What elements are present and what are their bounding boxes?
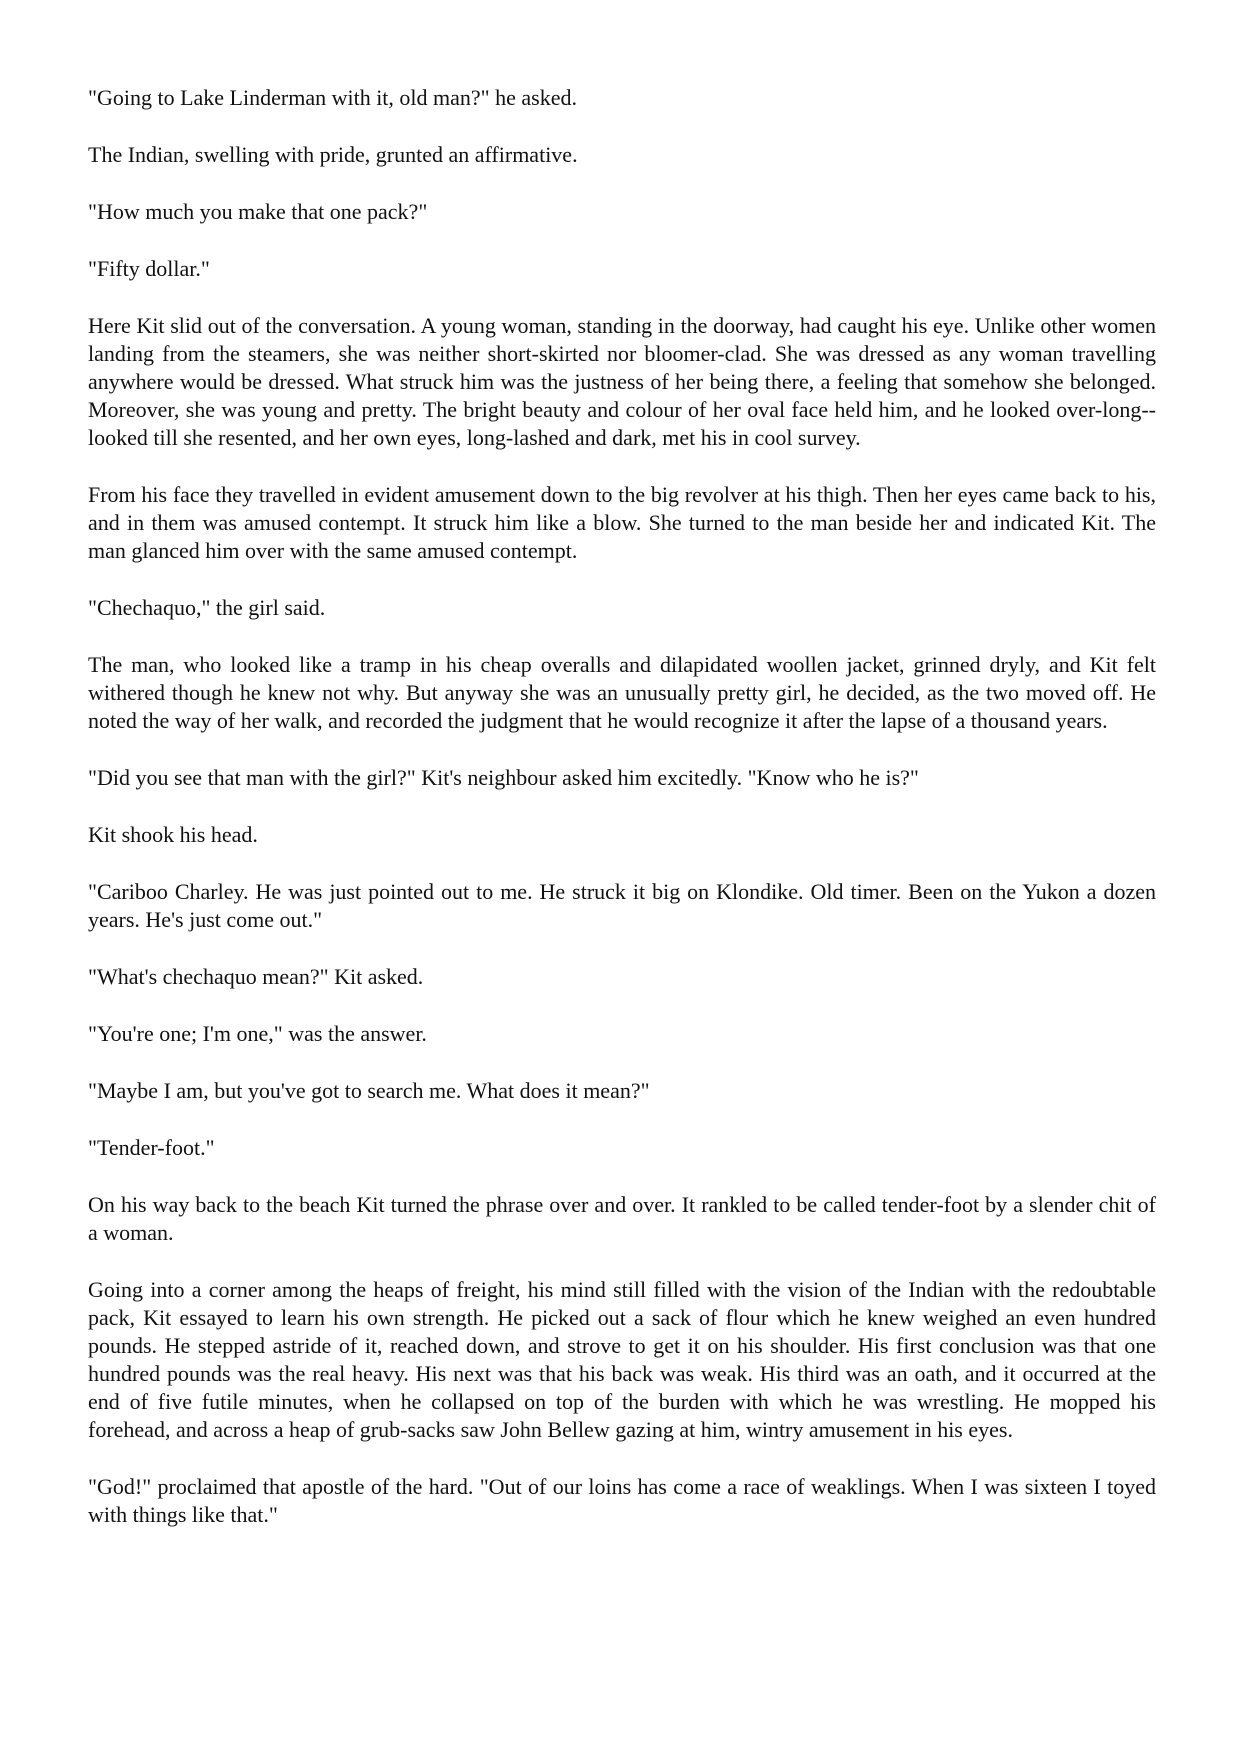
paragraph: "Maybe I am, but you've got to search me. What does it mean?" <box>88 1078 650 1103</box>
paragraph: On his way back to the beach Kit turned the phrase over and over. It rankled to be called tender-foot by a slender chit of a woman. <box>88 1192 1156 1245</box>
paragraph: "Did you see that man with the girl?" Kit's neighbour asked him excitedly. "Know who he is?" <box>88 765 919 790</box>
paragraph: "Fifty dollar." <box>88 256 210 281</box>
document-page <box>88 84 1156 1558</box>
paragraph: Kit shook his head. <box>88 822 258 847</box>
paragraph: "What's chechaquo mean?" Kit asked. <box>88 964 424 989</box>
paragraph: "Tender-foot." <box>88 1135 215 1160</box>
paragraph: "Going to Lake Linderman with it, old man?" he asked. <box>88 85 578 110</box>
paragraph: "Cariboo Charley. He was just pointed out to me. He struck it big on Klondike. Old timer. Been on the Yukon a dozen years. He's just come out." <box>88 879 1156 932</box>
paragraph: From his face they travelled in evident amusement down to the big revolver at his thigh. Then her eyes came back to his, and in them was amused contempt. It struck him like a blow. She turned to the man beside her and indicated Kit. The man glanced him over with the same amused contempt. <box>88 482 1156 563</box>
paragraph: "God!" proclaimed that apostle of the hard. "Out of our loins has come a race of weaklings. When I was sixteen I toyed with things like that." <box>88 1474 1156 1527</box>
paragraph: The Indian, swelling with pride, grunted an affirmative. <box>88 142 578 167</box>
paragraph: "How much you make that one pack?" <box>88 199 428 224</box>
paragraph: "You're one; I'm one," was the answer. <box>88 1021 427 1046</box>
paragraph: Here Kit slid out of the conversation. A young woman, standing in the doorway, had caught his eye. Unlike other women landing from the steamers, she was neither short-skirted nor bloomer-clad. She was dressed as any woman travelling anywhere would be dressed. What struck him was the justness of her being there, a feeling that somehow she belonged. Moreover, she was young and pretty. The bright beauty and colour of her oval face held him, and he looked over-long--looked till she resented, and her own eyes, long-lashed and dark, met his in cool survey. <box>88 313 1156 450</box>
paragraph: Going into a corner among the heaps of freight, his mind still filled with the vision of the Indian with the redoubtable pack, Kit essayed to learn his own strength. He picked out a sack of flour which he knew weighed an even hundred pounds. He stepped astride of it, reached down, and strove to get it on his shoulder. His first conclusion was that one hundred pounds was the real heavy. His next was that his back was weak. His third was an oath, and it occurred at the end of five futile minutes, when he collapsed on top of the burden with which he was wrestling. He mopped his forehead, and across a heap of grub-sacks saw John Bellew gazing at him, wintry amusement in his eyes. <box>88 1277 1156 1442</box>
paragraph: "Chechaquo," the girl said. <box>88 595 326 620</box>
paragraph: The man, who looked like a tramp in his cheap overalls and dilapidated woollen jacket, grinned dryly, and Kit felt withered though he knew not why. But anyway she was an unusually pretty girl, he decided, as the two moved off. He noted the way of her walk, and recorded the judgment that he would recognize it after the lapse of a thousand years. <box>88 652 1156 733</box>
